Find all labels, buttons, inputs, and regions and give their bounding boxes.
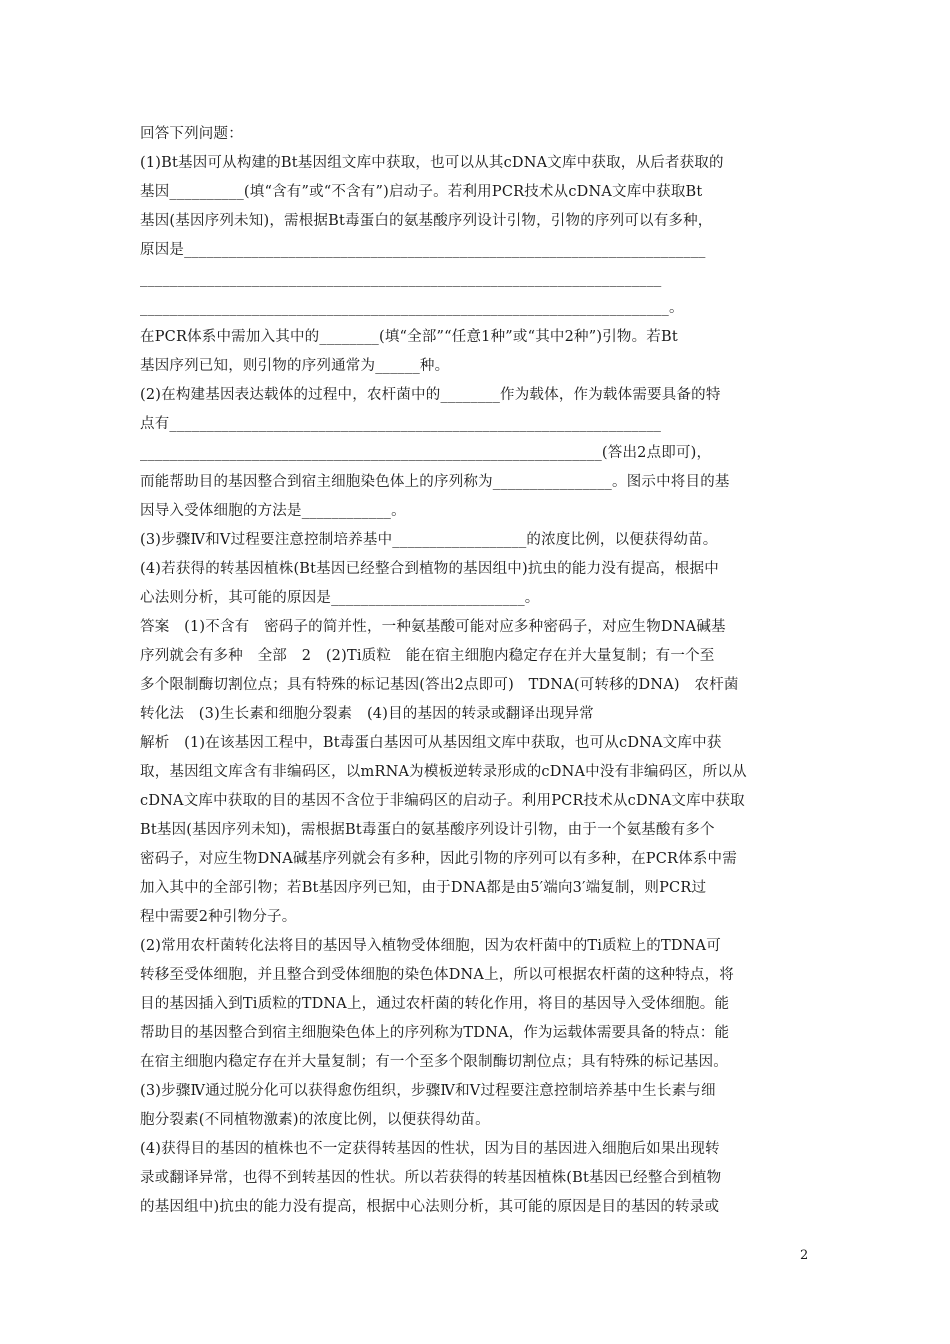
answer-line: 答案 (1)不含有 密码子的简并性，一种氨基酸可能对应多种密码子，对应生物DNA碱基 [140,619,726,635]
analysis-line: 帮助目的基因整合到宿主细胞染色体上的序列称为TDNA，作为运载体需要具备的特点：能 [140,1025,730,1041]
text-line: _______________________________________________________________________。 [140,300,684,316]
text-line: 基因序列已知，则引物的序列通常为______种。 [140,358,450,374]
analysis-line: (2)常用农杆菌转化法将目的基因导入植物受体细胞，因为农杆菌中的Ti质粒上的TDNA可 [140,938,721,954]
text-line: 因导入受体细胞的方法是____________。 [140,503,406,519]
analysis-line: 录或翻译异常，也得不到转基因的性状。所以若获得的转基因植株(Bt基因已经整合到植物 [140,1170,722,1186]
analysis-line: 目的基因插入到Ti质粒的TDNA上，通过农杆菌的转化作用，将目的基因导入受体细胞。能 [140,996,730,1012]
text-line: 基因__________(填“含有”或“不含有”)启动子。若利用PCR技术从cDNA文库中获取Bt [140,184,703,200]
text-line: ______________________________________________________________(答出2点即可)， [140,445,712,461]
analysis-line: 转移至受体细胞，并且整合到受体细胞的染色体DNA上，所以可根据农杆菌的这种特点，将 [140,967,734,983]
text-line: (3)步骤Ⅳ和Ⅴ过程要注意控制培养基中__________________的浓度比例，以便获得幼苗。 [140,532,718,548]
page-number: 2 [800,1248,809,1263]
analysis-line: 胞分裂素(不同植物激素)的浓度比例，以便获得幼苗。 [140,1112,490,1128]
analysis-line: 取，基因组文库含有非编码区，以mRNA为模板逆转录形成的cDNA中没有非编码区，所以从 [140,764,747,780]
analysis-line: 在宿主细胞内稳定存在并大量复制；有一个至多个限制酶切割位点；具有特殊的标记基因。 [140,1054,728,1070]
analysis-line: 的基因组中)抗虫的能力没有提高，根据中心法则分析，其可能的原因是目的基因的转录或 [140,1199,720,1215]
text-line: (2)在构建基因表达载体的过程中，农杆菌中的________作为载体，作为载体需要具备的特 [140,387,721,403]
text-line: 心法则分析，其可能的原因是__________________________。 [140,590,540,606]
analysis-line: 加入其中的全部引物；若Bt基因序列已知，由于DNA都是由5′端向3′端复制，则PCR过 [140,880,707,896]
analysis-line: (4)获得目的基因的植株也不一定获得转基因的性状，因为目的基因进入细胞后如果出现转 [140,1141,720,1157]
document-body [140,120,812,1222]
analysis-line: (3)步骤Ⅳ通过脱分化可以获得愈伤组织，步骤Ⅳ和Ⅴ过程要注意控制培养基中生长素与细 [140,1083,716,1099]
text-line: (1)Bt基因可从构建的Bt基因组文库中获取，也可以从其cDNA文库中获取，从后者获取的 [140,155,724,171]
answer-line: 转化法 (3)生长素和细胞分裂素 (4)目的基因的转录或翻译出现异常 [140,706,594,722]
text-line: ______________________________________________________________________ [140,271,662,287]
answer-line: 序列就会有多种 全部 2 (2)Ti质粒 能在宿主细胞内稳定存在并大量复制；有一个至 [140,648,715,664]
answer-line: 多个限制酶切割位点；具有特殊的标记基因(答出2点即可) TDNA(可转移的DNA) 农杆菌 [140,677,739,693]
text-line: 点有__________________________________________________________________ [140,416,662,432]
analysis-line: cDNA文库中获取的目的基因不含位于非编码区的启动子。利用PCR技术从cDNA文库中获取 [140,793,745,809]
analysis-line: Bt基因(基因序列未知)，需根据Bt毒蛋白的氨基酸序列设计引物，由于一个氨基酸有多个 [140,822,715,838]
analysis-line: 密码子，对应生物DNA碱基序列就会有多种，因此引物的序列可以有多种，在PCR体系中需 [140,851,737,867]
text-line: 原因是______________________________________________________________________ [140,242,706,258]
analysis-line: 程中需要2种引物分子。 [140,909,297,925]
text-line: (4)若获得的转基因植株(Bt基因已经整合到植物的基因组中)抗虫的能力没有提高，根据中 [140,561,719,577]
text-line: 而能帮助目的基因整合到宿主细胞染色体上的序列称为________________。图示中将目的基 [140,474,730,490]
analysis-line: 解析 (1)在该基因工程中，Bt毒蛋白基因可从基因组文库中获取，也可从cDNA文库中获 [140,735,722,751]
text-line: 回答下列问题： [140,126,243,142]
text-line: 在PCR体系中需加入其中的________(填“全部”“任意1种”或“其中2种”)引物。若Bt [140,329,678,345]
text-line: 基因(基因序列未知)，需根据Bt毒蛋白的氨基酸序列设计引物，引物的序列可以有多种， [140,213,713,229]
